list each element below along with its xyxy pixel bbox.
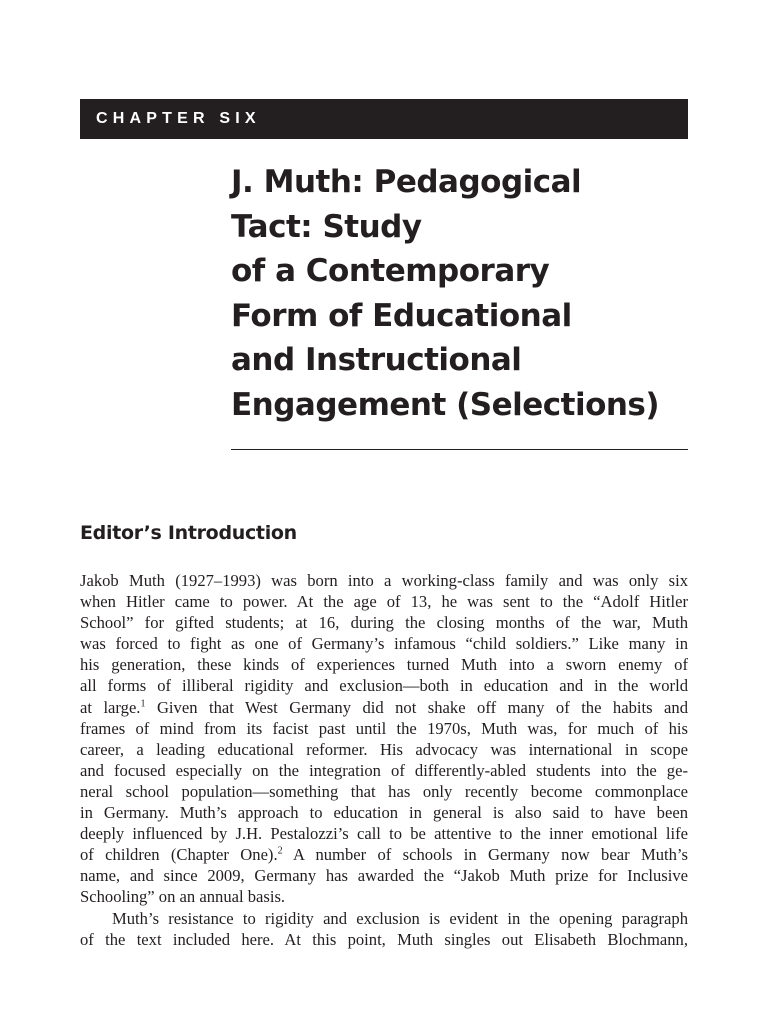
text-line — [80, 697, 688, 718]
title-line: of a Contemporary — [231, 253, 550, 290]
text-line: career, a leading educational reformer. His advocacy was international in scope — [80, 739, 688, 759]
text-line: all forms of illiberal rigidity and exclusion—both in education and in the world — [80, 676, 688, 696]
text-line: when Hitler came to power. At the age of 13, he was sent to the “Adolf Hitler — [80, 592, 688, 612]
text-line: frames of mind from its facist past until the 1970s, Muth was, for much of his — [80, 718, 688, 738]
text-line: of the text included here. At this point, Muth singles out Elisabeth Blochmann, — [80, 929, 688, 949]
title-line: J. Muth: Pedagogical — [231, 164, 582, 200]
title-line: Form of Educational — [231, 297, 572, 334]
text-line: his generation, these kinds of experiences turned Muth into a sworn enemy of — [80, 655, 688, 675]
text-segment: A number of schools in Germany now bear Muth’s — [282, 845, 688, 865]
text-segment: of children (Chapter One). — [80, 845, 278, 865]
text-line: was forced to fight as one of Germany’s infamous “child soldiers.” Like many in — [80, 634, 688, 654]
body-text — [80, 570, 688, 950]
text-line: and focused especially on the integration of differently-abled students into the ge- — [80, 760, 688, 780]
text-line: School” for gifted students; at 16, during the closing months of the war, Muth — [80, 613, 688, 633]
footnote-marker[interactable]: 2 — [277, 845, 283, 857]
text-line — [80, 844, 688, 865]
footnote-marker[interactable]: 1 — [140, 698, 146, 710]
text-line: Schooling” on an annual basis. — [80, 887, 286, 907]
text-line: deeply influenced by J.H. Pestalozzi’s call to be attentive to the inner emotional life — [80, 824, 688, 844]
text-segment: at large. — [80, 697, 141, 717]
title-divider — [231, 449, 688, 450]
title-line: Tact: Study — [231, 208, 422, 245]
text-line: Muth’s resistance to rigidity and exclusion is evident in the opening paragraph — [112, 908, 688, 928]
text-line: neral school population—something that has only recently become commonplace — [80, 781, 688, 801]
text-segment: Given that West Germany did not shake off many of the habits and — [145, 697, 688, 717]
title-line: and Instructional — [231, 342, 522, 379]
text-line: name, and since 2009, Germany has awarded the “Jakob Muth prize for Inclusive — [80, 866, 688, 886]
title-line: Engagement (Selections) — [231, 386, 660, 423]
text-line: in Germany. Muth’s approach to education in general is also said to have been — [80, 803, 688, 823]
chapter-label: CHAPTER SIX — [80, 99, 688, 139]
chapter-title — [231, 160, 688, 428]
text-line: Jakob Muth (1927–1993) was born into a working-class family and was only six — [80, 571, 688, 590]
section-heading: Editor’s Introduction — [80, 522, 297, 544]
